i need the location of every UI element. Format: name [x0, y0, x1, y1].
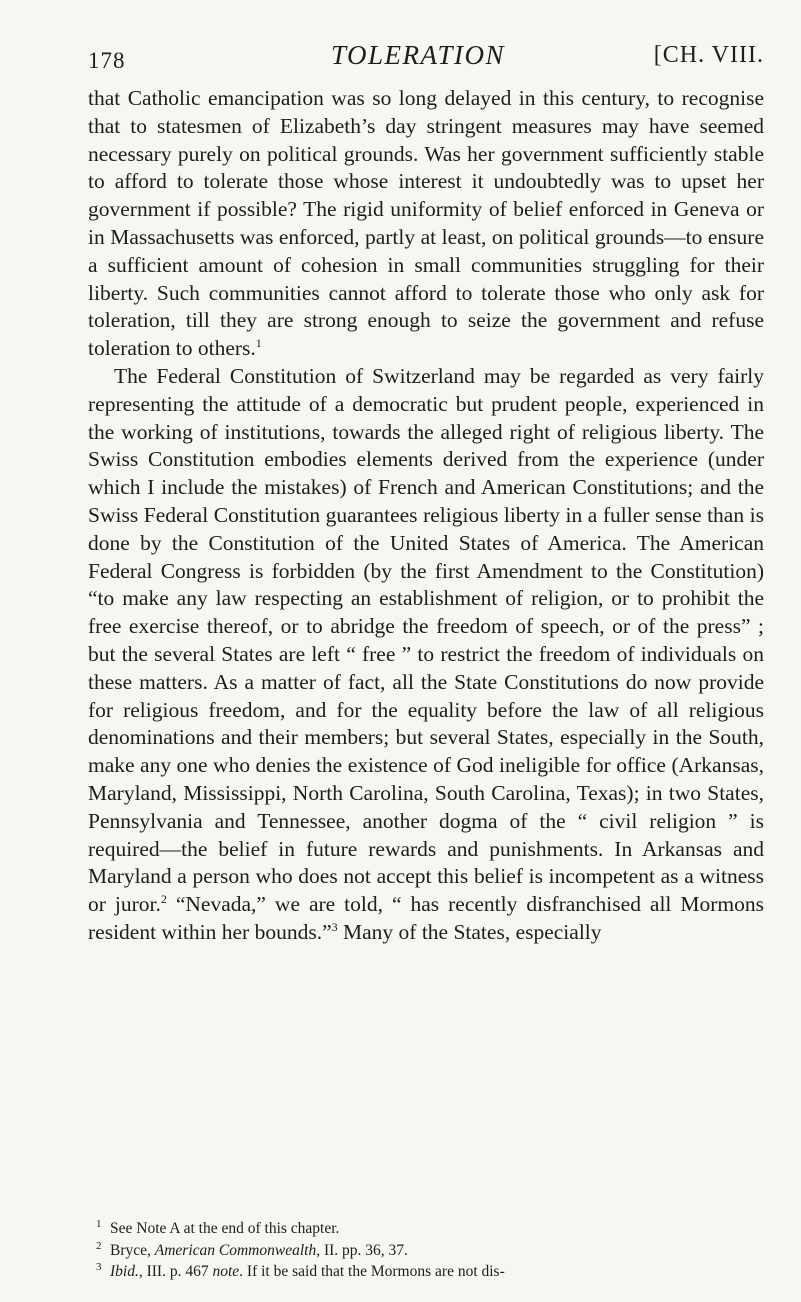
footnote-3-mark: 3	[96, 1261, 102, 1273]
footnote-3-pages: , III. p. 467	[138, 1263, 213, 1280]
paragraph-2-text-part-3: Many of the States, especially	[337, 919, 602, 944]
footnote-1-mark: 1	[96, 1218, 102, 1230]
body-text	[88, 85, 764, 947]
footnote-1	[88, 1218, 764, 1240]
footnote-3	[88, 1261, 764, 1283]
footnote-2-pages: , II. pp. 36, 37.	[316, 1241, 408, 1259]
footnote-3-ibid: Ibid.	[110, 1263, 139, 1280]
running-head	[88, 36, 764, 76]
paragraph-2	[88, 363, 764, 947]
footnote-2	[88, 1240, 764, 1262]
footnote-ref-3: 3	[331, 919, 338, 934]
footnote-2-mark: 2	[96, 1239, 102, 1252]
paragraph-1	[88, 85, 764, 363]
footnote-ref-2: 2	[160, 892, 167, 907]
chapter-label: [CH. VIII.	[653, 42, 764, 68]
footnote-2-work-title: American Commonwealth	[154, 1241, 317, 1259]
footnote-2-author: Bryce,	[110, 1241, 155, 1259]
footnote-1-text: See Note A at the end of this chapter.	[110, 1220, 340, 1237]
paragraph-2-text-part-2: “Nevada,” we are told, “ has recently disfranchised all Mormons resident within her bounds.”	[88, 892, 764, 944]
paragraph-1-text: that Catholic emancipation was so long delayed in this century, to recognise that to statesmen of Elizabeth’s day stringent measures may have seemed necessary purely on political grounds. Was her government sufficiently stable to afford to tolerate those whose interest it undoubtedly was to upset her government if possible? The rigid uniformity of belief enforced in Geneva or in Massachusetts was enforced, partly at least, on political grounds—to ensure a sufficient amount of cohesion in small communities struggling for their liberty. Such communities cannot afford to tolerate those who only ask for toleration, till they are strong enough to seize the government and refuse toleration to others.	[88, 86, 764, 361]
running-title: TOLERATION	[331, 40, 506, 70]
footnote-ref-1: 1	[255, 336, 262, 351]
paragraph-2-text-part-1: The Federal Constitution of Switzerland may be regarded as very fairly representing the attitude of a democratic but prudent people, experienced in the working of institutions, towards the alleged right of religious liberty. The Swiss Constitution embodies elements derived from the experience (under which I include the mistakes) of French and American Constitutions; and the Swiss Federal Constitution guarantees religious liberty in a fuller sense than is done by the Constitution of the United States of America. The American Federal Congress is forbidden (by the first Amendment to the Constitution) “to make any law respecting an establishment of religion, or to prohibit the free exercise thereof, or to abridge the freedom of speech, or of the press” ; but the several States are left “ free ” to restrict the freedom of individuals on these matters. As a matter of fact, all the State Constitutions do now provide for religious freedom, and for the equality before the law of all religious denominations and their members; but several States, especially in the South, make any one who denies the existence of God ineligible for office (Arkansas, Maryland, Mississippi, North Carolina, South Carolina, Texas); in two States, Pennsylvania and Tennessee, another dogma of the “ civil religion ” is required—the belief in future rewards and punishments. In Arkansas and Maryland a person who does not accept this belief is incompetent as a witness or juror.	[88, 363, 764, 917]
page-number: 178	[88, 48, 126, 73]
footnotes	[88, 1218, 764, 1283]
footnote-3-text: . If it be said that the Mormons are not dis-	[239, 1263, 505, 1280]
footnote-3-note-word: note	[212, 1263, 240, 1280]
